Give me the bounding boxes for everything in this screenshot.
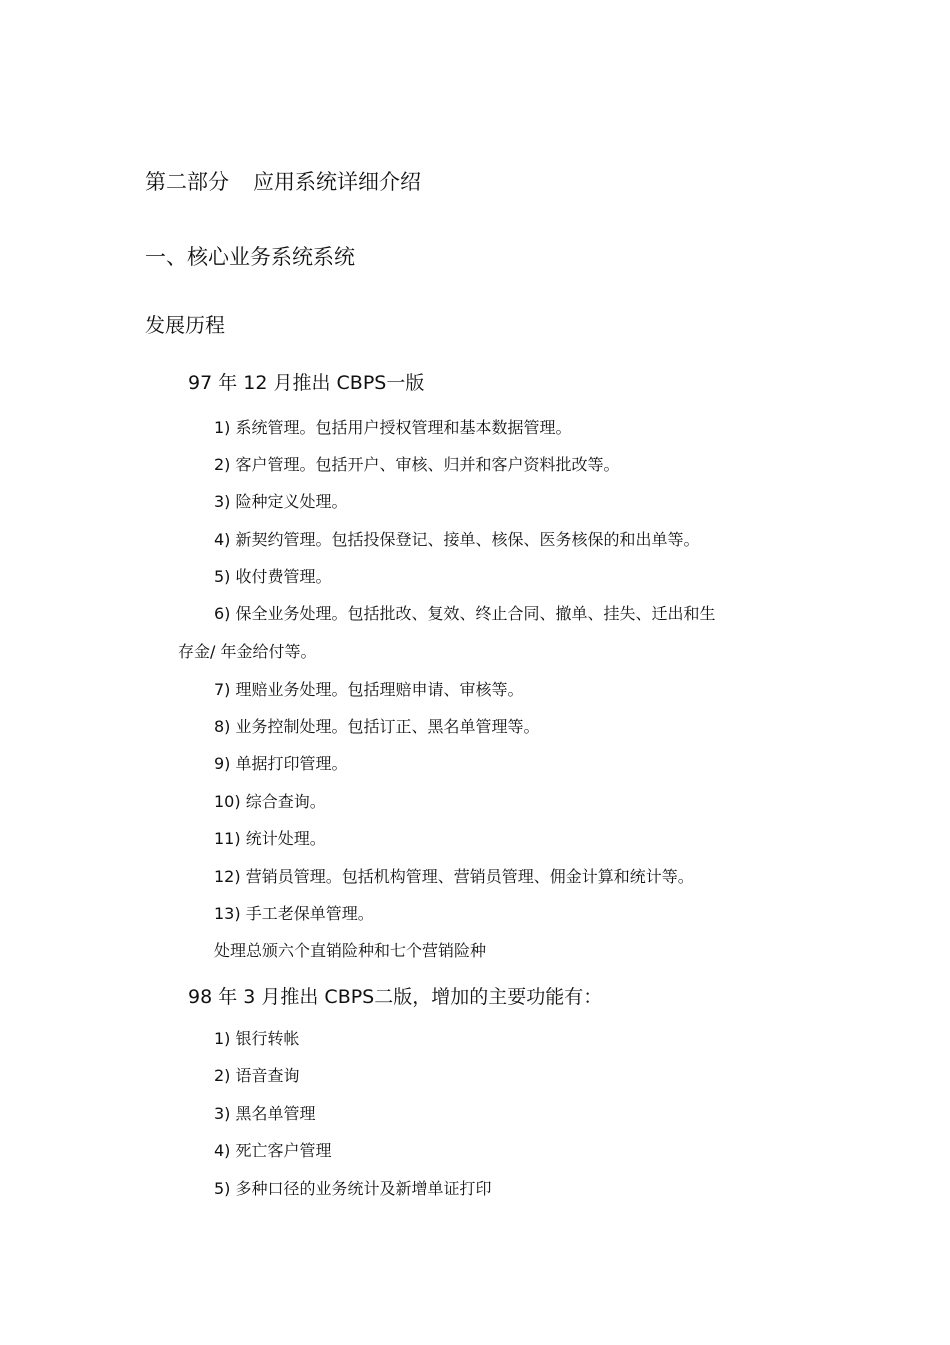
v1-item-2: 2) 客户管理。包括开户、审核、归并和客户资料批改等。: [214, 455, 620, 474]
v1-item-6: 6) 保全业务处理。包括批改、复效、终止合同、撤单、挂失、迁出和生: [214, 604, 716, 623]
v1-item-13: 13) 手工老保单管理。: [214, 904, 374, 923]
v1-item-11: 11) 统计处理。: [214, 829, 326, 848]
v2-item-4: 4) 死亡客户管理: [214, 1141, 332, 1160]
sub-title: 发展历程: [145, 313, 225, 337]
part-title: [145, 168, 421, 196]
v2-item-1: 1) 银行转帐: [214, 1029, 300, 1048]
version-1-heading: 97 年 12 月推出 CBPS一版: [188, 372, 425, 394]
v1-item-9: 9) 单据打印管理。: [214, 754, 348, 773]
v1-item-12: 12) 营销员管理。包括机构管理、营销员管理、佣金计算和统计等。: [214, 867, 694, 886]
v2-item-2: 2) 语音查询: [214, 1066, 300, 1085]
v1-item-7: 7) 理赔业务处理。包括理赔申请、审核等。: [214, 680, 524, 699]
v2-item-5: 5) 多种口径的业务统计及新增单证打印: [214, 1179, 492, 1198]
section-title: 一、核心业务系统系统: [145, 245, 355, 269]
v1-item-6-continuation: 存金/ 年金给付等。: [178, 642, 317, 661]
v1-item-3: 3) 险种定义处理。: [214, 492, 348, 511]
version-2-heading: 98 年 3 月推出 CBPS二版，增加的主要功能有：: [188, 986, 603, 1008]
v1-item-5: 5) 收付费管理。: [214, 567, 332, 586]
v1-item-10: 10) 综合查询。: [214, 792, 326, 811]
v2-item-3: 3) 黑名单管理: [214, 1104, 316, 1123]
part-name: 应用系统详细介绍: [253, 170, 421, 194]
v1-summary: 处理总颁六个直销险种和七个营销险种: [214, 941, 487, 960]
v1-item-8: 8) 业务控制处理。包括订正、黑名单管理等。: [214, 717, 540, 736]
v1-item-4: 4) 新契约管理。包括投保登记、接单、核保、医务核保的和出单等。: [214, 530, 700, 549]
v1-item-1: 1) 系统管理。包括用户授权管理和基本数据管理。: [214, 418, 572, 437]
part-label: 第二部分: [145, 170, 229, 194]
